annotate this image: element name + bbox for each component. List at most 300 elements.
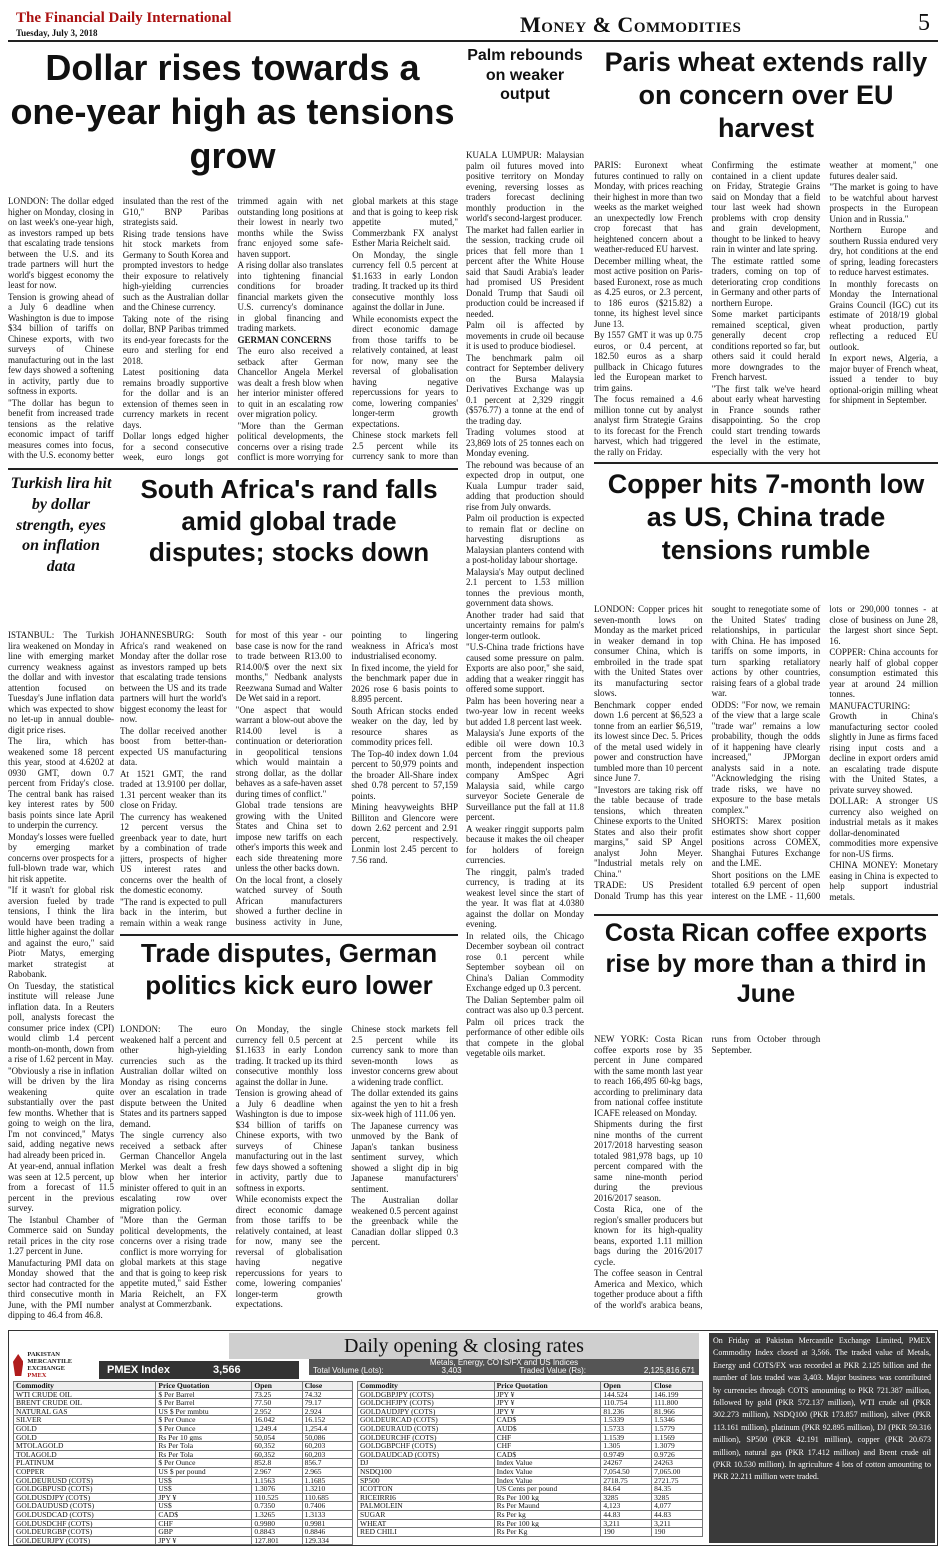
table-row xyxy=(14,1407,353,1416)
table-cell: GOLDGBPJPY (COTS) xyxy=(358,1390,495,1399)
table-row xyxy=(14,1467,353,1476)
table-cell: CHF xyxy=(494,1433,601,1442)
column-header: Close xyxy=(652,1382,703,1391)
table-cell: 3285 xyxy=(601,1493,652,1502)
table-cell: 1,249.4 xyxy=(252,1424,302,1433)
table-cell: 3,211 xyxy=(601,1519,652,1528)
column-header: Open xyxy=(601,1382,652,1391)
table-row xyxy=(358,1390,703,1399)
paragraph: "The rand is expected to pull back in the interim, but remain within a weak range for most of this year - our base case is now for the rand to trade between R13.00 to R14.00/$ over the next six months," Nedbank analysts Reezwana Sumad and Walter De Wet said in a report. xyxy=(120,630,343,928)
divider xyxy=(594,914,938,916)
table-cell: 84.64 xyxy=(601,1485,652,1494)
table-cell: 110.525 xyxy=(252,1493,302,1502)
table-cell: CHF xyxy=(494,1442,601,1451)
paragraph: Latest positioning data remains broadly supportive for the dollar and is an extension of themes seen in currency markets in recent days. xyxy=(122,367,229,430)
rates-table-right xyxy=(357,1381,703,1537)
article-rand-body xyxy=(120,630,458,930)
table-row xyxy=(14,1424,353,1433)
paragraph: At year-end, annual inflation was seen at 12.5 percent, up from a forecast of 11.5 percent in the previous survey. xyxy=(8,1161,114,1213)
paragraph: Taking note of the rising dollar, BNP Paribas trimmed its end-year forecasts for the euro and sterling for end 2018. xyxy=(122,313,229,366)
table-cell: 2718.75 xyxy=(601,1476,652,1485)
paragraph: LONDON: The dollar edged higher on Monday, closing in on last week's one-year high, as investors ramped up bets that escalating trade tensions between the U.S. and its trade partners will hurt the world's biggest economy the least for now. xyxy=(8,196,114,290)
table-cell: SUGAR xyxy=(358,1510,495,1519)
table-cell: 144.524 xyxy=(601,1390,652,1399)
table-cell: $ Per Barrel xyxy=(156,1399,252,1408)
table-cell: 110.754 xyxy=(601,1399,652,1408)
table-row xyxy=(14,1442,353,1451)
paragraph: Dollar longs edged higher for a second consecutive week, euro longs got trimmed again with net outstanding long positions at their lowest in nearly two months while the Swiss franc enjoyed some safe-haven support. xyxy=(122,196,344,462)
table-cell: RICEIRRI6 xyxy=(358,1493,495,1502)
table-cell: $ Per Ounce xyxy=(156,1416,252,1425)
traded-value-value: 2,125,816,671 xyxy=(643,1366,695,1375)
table-cell: COPPER xyxy=(14,1467,156,1476)
paragraph: Palm oil production is expected to remain flat or decline on harvesting disruptions as Malaysian planters contend with a post-holiday labour shortage. xyxy=(466,513,584,565)
table-cell: Index Value xyxy=(494,1467,601,1476)
table-cell: 16.152 xyxy=(302,1416,352,1425)
paragraph: PARIS: Euronext wheat futures continued to rally on Monday, with prices reaching their highest in more than two weeks as the market weighed an unexpectedly low French crop forecast that has heightened concern about a weather-reduced EU harvest. xyxy=(594,160,703,254)
paragraph: The euro also received a setback after German Chancellor Angela Merkel was dealt a fresh blow when her interior minister offered to quit in an escalating row over migration policy. xyxy=(237,346,344,419)
paragraph: LONDON: Copper prices hit seven-month lows on Monday as the market priced in weaker demand in top consumer China, which is embroiled in the trade spat with the United States over its manufacturing sector slows. xyxy=(594,604,703,698)
table-row xyxy=(14,1416,353,1425)
table-row xyxy=(14,1476,353,1485)
table-cell: Rs Per Kg xyxy=(494,1528,601,1537)
table-cell: JPY ¥ xyxy=(494,1407,601,1416)
table-row xyxy=(14,1528,353,1537)
article-euro-headline: Trade disputes, German politics kick euro lower xyxy=(140,938,438,1000)
table-cell: US$ xyxy=(156,1485,252,1494)
volume-box xyxy=(309,1359,699,1375)
table-cell: 79.17 xyxy=(302,1399,352,1408)
paragraph: Chinese stock markets fell 2.5 percent while its currency sank to more than seven-month lows as investor concerns grew about a widening trade conflict. xyxy=(351,1024,458,1087)
table-cell: RED CHILI xyxy=(358,1528,495,1537)
table-cell: 2721.75 xyxy=(652,1476,703,1485)
paragraph: Palm has been hovering near a two-year low in recent weeks but added 1.8 percent last week. xyxy=(466,695,584,727)
paragraph: "U.S-China trade frictions have caused some pressure on palm. Exports are also poor," she said, adding that a weaker ringgit has offered some support. xyxy=(466,642,584,694)
table-cell: $ Per Barrel xyxy=(156,1390,252,1399)
article-copper-headline: Copper hits 7-month low as US, China trade tensions rumble xyxy=(607,469,925,565)
table-cell: US $ Per mmbtu xyxy=(156,1407,252,1416)
section-title: Money & Commodities xyxy=(520,12,742,37)
paragraph: The Dalian September palm oil contract was also up 0.3 percent. xyxy=(466,994,584,1015)
table-cell: US Cents per pound xyxy=(494,1485,601,1494)
paragraph: At 1521 GMT, the rand traded at 13.9100 per dollar, 1.31 percent weaker than its close on Friday. xyxy=(120,768,227,810)
table-cell: SILVER xyxy=(14,1416,156,1425)
paragraph: The Top-40 index down 1.04 percent to 50,979 points and the broader All-Share index shed 0.78 percent to 57,159 points. xyxy=(351,748,458,801)
divider xyxy=(8,468,458,470)
table-cell: 1.5779 xyxy=(652,1424,703,1433)
table-row xyxy=(14,1519,353,1528)
paragraph: The Istanbul Chamber of Commerce said on Sunday retail prices in the city rose 1.27 percent in June. xyxy=(8,1214,114,1256)
table-cell: 0.9726 xyxy=(652,1450,703,1459)
table-cell: 4,123 xyxy=(601,1502,652,1511)
table-cell: 110.685 xyxy=(302,1493,352,1502)
table-cell: 0.9980 xyxy=(252,1519,302,1528)
table-cell: GOLDGBPCHF (COTS) xyxy=(358,1442,495,1451)
paragraph: Tension is growing ahead of a July 6 deadline when Washington is due to impose $34 billion of tariffs on Chinese exports, with two surveys of Chinese manufacturing out in the last few days showed a softening in activity, partly due to softness in exports. xyxy=(235,1088,343,1193)
table-cell: 44.83 xyxy=(652,1510,703,1519)
table-cell: WTI CRUDE OIL xyxy=(14,1390,156,1399)
newspaper-name: The Financial Daily International xyxy=(16,10,232,26)
table-row xyxy=(358,1450,703,1459)
paragraph: Mining heavyweights BHP Billiton and Glencore were down 2.62 percent and 2.91 percent, respectively. Lonmin lost 2.45 percent to 7.56 rand. xyxy=(351,802,458,865)
table-cell: 1.1685 xyxy=(302,1476,352,1485)
page-number: 5 xyxy=(918,10,930,36)
article-palm-headline: Palm rebounds on weaker output xyxy=(467,47,583,104)
table-cell: NATURAL GAS xyxy=(14,1407,156,1416)
table-cell: JPY ¥ xyxy=(494,1399,601,1408)
table-cell: 1.3133 xyxy=(302,1510,352,1519)
table-row xyxy=(14,1399,353,1408)
paragraph: The lira, which has weakened some 18 percent this year, stood at 4.6202 at 0930 GMT, down 0.7 percent from Friday's close. The central bank has raised key interest rates by 500 basis points since late April to underpin the currency. xyxy=(8,736,114,830)
table-cell: 81.966 xyxy=(652,1407,703,1416)
table-row xyxy=(358,1459,703,1468)
pmex-logo-text: PAKISTAN MERCANTILE EXCHANGE xyxy=(27,1351,73,1372)
table-cell: PLATINUM xyxy=(14,1459,156,1468)
table-cell: Rs Per 100 kg xyxy=(494,1493,601,1502)
paragraph: Manufacturing PMI data on Monday showed that the sector had contracted for the third consecutive month in June, with the PMI number dipping to 46.4 from 46.8. xyxy=(8,1257,114,1320)
table-row xyxy=(358,1485,703,1494)
table-cell: DJ xyxy=(358,1459,495,1468)
table-cell: GOLDUSDCAD (COTS) xyxy=(14,1510,156,1519)
article-dollar-body xyxy=(8,196,458,464)
paragraph: Global trade tensions are growing with the United States and China set to impose new tariffs on each other's imports this week and each side threatening more unless the other backs down. xyxy=(235,800,343,873)
table-cell: 50,086 xyxy=(302,1433,352,1442)
paragraph: "More than the German political developments, the concerns over a rising trade conflict is more worrying for global markets at this stage and that is going to keep risk appetite muted," Commerzbank FX analyst Esther Maria Reichelt said. xyxy=(237,196,458,462)
table-cell: GBP xyxy=(156,1528,252,1537)
table-cell: JPY ¥ xyxy=(494,1390,601,1399)
table-cell: 3285 xyxy=(652,1493,703,1502)
table-cell: BRENT CRUDE OIL xyxy=(14,1399,156,1408)
paragraph: ODDS: "For now, we remain of the view that a large scale "trade war" remains a low probability, though the odds of it happening have clearly increased," JPMorgan analysts said in a note. "Acknowledging the rising trade risks, we have no exposure to the base metals complex." xyxy=(711,699,821,815)
paragraph: Malaysia's May output declined 2.1 percent to 1.53 million tonnes the previous month, government data shows. xyxy=(466,566,584,608)
table-cell: GOLDEURGBP (COTS) xyxy=(14,1528,156,1537)
paragraph: On Monday, the single currency fell 0.5 percent at $1.1633 in early London trading. It tracked up its third consecutive monthly loss against the dollar in June. xyxy=(235,1024,343,1087)
table-row xyxy=(358,1528,703,1537)
table-row xyxy=(358,1493,703,1502)
table-cell: GOLDEURCHF (COTS) xyxy=(358,1433,495,1442)
table-cell: GOLDEURUSD (COTS) xyxy=(14,1476,156,1485)
divider xyxy=(594,462,938,464)
table-cell: GOLDUSDJPY (COTS) xyxy=(14,1493,156,1502)
table-row xyxy=(358,1424,703,1433)
table-cell: GOLDAUDCAD (COTS) xyxy=(358,1450,495,1459)
table-row xyxy=(358,1416,703,1425)
paragraph: Rising trade tensions have hit stock markets from Germany to South Korea and prompted investors to hedge their exposure to relatively high-yielding currencies such as the Australian dollar and the Chinese currency. xyxy=(122,228,229,312)
table-row xyxy=(14,1433,353,1442)
paragraph: Costa Rica, one of the region's smaller producers but known for its high-quality beans, exported 1.11 million bags during the 2016/2017 cycle. xyxy=(594,1204,703,1267)
table-cell: 2.965 xyxy=(302,1467,352,1476)
paragraph: "More than the German political developments, the concerns over a rising trade conflict is more worrying for global markets at this stage and that is going to keep risk appetite muted," said Esther Maria Reichelt, an FX analyst at Commerzbank. xyxy=(120,1215,227,1309)
table-cell: GOLDAUDUSD (COTS) xyxy=(14,1502,156,1511)
paragraph: Monday's losses were fuelled by emerging market concerns over prospects for a full-blown trade war, which hit risk appetite. xyxy=(8,831,114,884)
paragraph: A rising dollar also translates into tightening financial conditions for broader financial markets given the U.S. currency's dominance in global financing and trading markets. xyxy=(237,260,344,333)
table-row xyxy=(358,1476,703,1485)
column-header: Price Quotation xyxy=(156,1382,252,1391)
paragraph: While economists expect the direct economic damage from those tariffs to be relatively contained, at least for now, many see the reversal of globalisation having negative repercussions for years to come, lowering companies' longer-term growth expectations. xyxy=(352,313,458,429)
rates-title: Daily opening & closing rates xyxy=(229,1333,699,1359)
paragraph: LONDON: The euro weakened half a percent and other high-yielding currencies such as the Australian dollar wilted on Monday as rising concerns over an escalation in trade dispute between the United States and its partners sapped demand. xyxy=(120,1024,227,1129)
pmex-index-box xyxy=(99,1361,299,1379)
table-cell: Rs Per Tola xyxy=(156,1442,252,1451)
table-cell: 129.334 xyxy=(302,1536,352,1545)
table-row xyxy=(358,1433,703,1442)
paragraph: The single currency also received a setback after German Chancellor Angela Merkel was dealt a fresh blow when her interior minister offered to quit in an escalating row over migration policy. xyxy=(120,1130,227,1214)
table-row xyxy=(358,1399,703,1408)
table-cell: 0.8846 xyxy=(302,1528,352,1537)
paragraph: The benchmark palm oil contract for September delivery on the Bursa Malaysia Derivatives Exchange was up 0.1 percent at 2,329 ringgit ($576.77) a tonne at the end of the trading day. xyxy=(466,352,584,426)
paragraph: "The dollar has begun to benefit from increased trade tensions as the relative economic impact of tariff measures comes into focus, with the U.S. economy better insulated than the rest of the G10," BNP Paribas strategists said. xyxy=(8,196,229,460)
article-lira-headline: Turkish lira hit by dollar strength, eyes on inflation data xyxy=(10,475,112,576)
issue-date: Tuesday, July 3, 2018 xyxy=(16,28,98,38)
paragraph: MANUFACTURING: Growth in China's manufacturing sector cooled slightly in June as firms faced rising input costs and a decline in export orders amid an escalating trade dispute with the United States, a private survey showed. xyxy=(829,700,938,795)
table-row xyxy=(358,1442,703,1451)
table-cell: 111.800 xyxy=(652,1399,703,1408)
table-cell: 60,352 xyxy=(252,1442,302,1451)
table-cell: 84.35 xyxy=(652,1485,703,1494)
table-cell: 7,054.50 xyxy=(601,1467,652,1476)
paragraph: In related oils, the Chicago December soybean oil contract rose 0.1 percent while September soybean oil on China's Dalian Commodity Exchange edged up 0.3 percent. xyxy=(466,930,584,993)
table-cell: 44.83 xyxy=(601,1510,652,1519)
table-cell: 1.3210 xyxy=(302,1485,352,1494)
paragraph: While economists expect the direct economic damage from those tariffs to be relatively contained, at least for now, many see the reversal of globalisation having negative repercussions for years to come, lowering companies' longer-term growth expectations. xyxy=(235,1194,343,1309)
paragraph: In monthly forecasts on Monday the International Grains Council (IGC) cut its estimate of 2018/19 global wheat production, partly reflecting a reduced EU outlook. xyxy=(829,278,938,352)
paragraph: KUALA LUMPUR: Malaysian palm oil futures moved into positive territory on Monday evening, reversing losses as traders forecast declining monthly production in the world's second-largest producer. xyxy=(466,150,584,223)
table-cell: $ Per Ounce xyxy=(156,1424,252,1433)
table-cell: 73.25 xyxy=(252,1390,302,1399)
column-header: Open xyxy=(252,1382,302,1391)
table-cell: Index Value xyxy=(494,1476,601,1485)
table-cell: PALMOLEIN xyxy=(358,1502,495,1511)
paragraph: On the local front, a closely watched survey of South African manufacturers showed a further decline in business activity in June, pointing to lingering weakness in Africa's most industrialised economy. xyxy=(235,630,458,927)
paragraph: The focus remained a 4.6 million tonne cut by analyst analyst firm Strategie Grains to its forecast for the French harvest, which had triggered the rally on Friday. xyxy=(594,394,703,457)
table-cell: JPY ¥ xyxy=(156,1493,252,1502)
paragraph: By 1557 GMT it was up 0.75 euros, or 0.4 percent, at 182.50 euros as a sharp pullback in Chicago futures led the European market to trim gains. xyxy=(594,330,703,393)
paragraph: Chinese stock markets fell 2.5 percent while its currency sank to more than xyxy=(352,430,458,461)
article-palm-body xyxy=(466,150,584,1326)
table-row xyxy=(14,1510,353,1519)
article-coffee-body xyxy=(594,1034,938,1326)
table-cell: 60,203 xyxy=(302,1450,352,1459)
table-cell: GOLDUSDCHF (COTS) xyxy=(14,1519,156,1528)
paragraph: Shipments during the first nine months of the current 2017/2018 harvesting season totaled 981,978 bags, up 10 percent compared with the same nine-month period during the previous 2016/2017 season. xyxy=(594,1119,703,1203)
paragraph: The currency has weakened 12 percent versus the greenback year to date, hurt by a combination of trade jitters, prospects of higher US interest rates and concerns over the health of the domestic economy. xyxy=(120,811,227,895)
paragraph: The Australian dollar weakened 0.5 percent against the greenback while the Canadian dollar slipped 0.3 percent. xyxy=(351,1195,458,1247)
table-cell: 77.50 xyxy=(252,1399,302,1408)
column-header: Price Quotation xyxy=(494,1382,601,1391)
table-cell: WHEAT xyxy=(358,1519,495,1528)
paragraph: Palm oil prices track the performance of other edible oils that compete in the global vegetable oils market. xyxy=(466,1016,584,1058)
paragraph: "One aspect that would warrant a blow-out above the R14.00 level is a continuation or deterioration in geopolitical tensions which would maintain a strong dollar, as the dollar behaves as a safe-haven asset during times of conflict." xyxy=(235,704,343,799)
table-cell: 24267 xyxy=(601,1459,652,1468)
divider xyxy=(120,934,458,936)
volume-heading: Metals, Energy, COTS/FX and US Indices xyxy=(429,1358,579,1367)
table-cell: AUD$ xyxy=(494,1424,601,1433)
paragraph: Some market participants remained sceptical, given generally decent crop conditions reported so far, but others said it could herald more downgrades to the French harvest. xyxy=(711,309,821,382)
table-cell: 2.967 xyxy=(252,1467,302,1476)
table-cell: 0.9981 xyxy=(302,1519,352,1528)
rates-table-left xyxy=(13,1381,353,1545)
table-cell: CAD$ xyxy=(156,1510,252,1519)
table-cell: 0.9749 xyxy=(601,1450,652,1459)
pmex-index-label: PMEX Index xyxy=(107,1364,170,1376)
table-cell: Rs Per Maund xyxy=(494,1502,601,1511)
paragraph: In export news, Algeria, a major buyer of French wheat, issued a tender to buy optional-origin milling wheat for shipment in September. xyxy=(829,353,938,405)
paragraph: South African stocks ended weaker on the day, led by resource shares as commodity prices fell. xyxy=(351,705,458,747)
article-wheat-headline: Paris wheat extends rally on concern over EU harvest xyxy=(604,47,928,143)
table-cell: 1.3265 xyxy=(252,1510,302,1519)
paragraph: A weaker ringgit supports palm because it makes the oil cheaper for holders of foreign currencies. xyxy=(466,823,584,865)
table-cell: 60,203 xyxy=(302,1442,352,1451)
table-cell: GOLDAUDJPY (COTS) xyxy=(358,1407,495,1416)
table-cell: 1.1569 xyxy=(652,1433,703,1442)
table-cell: 1.1539 xyxy=(601,1433,652,1442)
paragraph: TRADE: US President Donald Trump has this year sought to renegotiate some of the United States' trading relationships, in particular with China. He has imposed tariffs on some imports, in turn sparking retaliatory actions by other countries, raising fears of a global trade war. xyxy=(594,604,821,901)
article-dollar-headline: Dollar rises towards a one-year high as tensions grow xyxy=(10,47,455,176)
paragraph: On Tuesday, the statistical institute will release June inflation data. In a Reuters poll, analysts forecast the consumer price index (CPI) would climb 1.4 percent month-on-month, down from a rise of 1.62 percent in May. xyxy=(8,980,114,1064)
table-cell: CHF xyxy=(156,1519,252,1528)
table-cell: 1.3079 xyxy=(652,1442,703,1451)
table-cell: Rs Per 100 kg xyxy=(494,1519,601,1528)
table-cell: 190 xyxy=(601,1528,652,1537)
article-rand-headline: South Africa's rand falls amid global trade disputes; stocks down xyxy=(140,474,438,568)
column-header: Close xyxy=(302,1382,352,1391)
paragraph: COPPER: China accounts for nearly half of global copper consumption estimated this year at around 24 million tonnes. xyxy=(829,647,938,699)
paragraph: "If it wasn't for global risk aversion fueled by trade tensions, I think the lira would have been trading a little higher against the dollar and against the euro," said Piotr Matys, emerging market strategist at Rabobank. xyxy=(8,885,114,979)
paragraph: NEW YORK: Costa Rican coffee exports rose by 35 percent in June compared with the same month last year to reach 166,495 60-kg bags, according to preliminary data from national coffee institute ICAFE released on Monday. xyxy=(594,1034,703,1118)
table-cell: 1.1563 xyxy=(252,1476,302,1485)
article-coffee-headline: Costa Rican coffee exports rise by more than a third in June xyxy=(604,919,928,1008)
table-row xyxy=(14,1459,353,1468)
table-cell: 7,065.00 xyxy=(652,1467,703,1476)
table-cell: SP500 xyxy=(358,1476,495,1485)
paragraph: The ringgit, palm's traded currency, is trading at its weakest level since the start of the year. It was flat at 4.0380 against the dollar on Monday evening. xyxy=(466,866,584,929)
paragraph: "The market is going to have to be watchful about harvest prospects in the European Union and in Russia." xyxy=(829,182,938,224)
table-row xyxy=(358,1519,703,1528)
paragraph: Another trader had said that uncertainty remains for palm's longer-term outlook. xyxy=(466,609,584,641)
table-row xyxy=(358,1467,703,1476)
table-cell: 60,352 xyxy=(252,1450,302,1459)
paragraph: CHINA MONEY: Monetary easing in China is expected to help support industrial metals. xyxy=(829,860,938,902)
table-cell: 1.5346 xyxy=(652,1416,703,1425)
table-cell: 16.042 xyxy=(252,1416,302,1425)
table-cell: Index Value xyxy=(494,1459,601,1468)
table-cell: 0.7406 xyxy=(302,1502,352,1511)
table-cell: 1.5733 xyxy=(601,1424,652,1433)
table-cell: US $ per pound xyxy=(156,1467,252,1476)
paragraph: The dollar received another boost from better-than-expected US manufacturing data. xyxy=(120,725,227,767)
table-cell: US$ xyxy=(156,1476,252,1485)
paragraph: Benchmark copper ended down 1.6 percent at $6,523 a tonne from an earlier $6,519, its lowest since Dec. 5. Prices of the metal used widely in power and construction have tumbled more than 10 percent since June 7. xyxy=(594,699,703,783)
table-row xyxy=(14,1450,353,1459)
table-cell: Rs Per 10 gms xyxy=(156,1433,252,1442)
table-cell: MTOLAGOLD xyxy=(14,1442,156,1451)
table-cell: GOLDCHFJPY (COTS) xyxy=(358,1399,495,1408)
table-cell: 1.3076 xyxy=(252,1485,302,1494)
table-cell: 856.7 xyxy=(302,1459,352,1468)
table-cell: GOLDEURAUD (COTS) xyxy=(358,1424,495,1433)
table-cell: GOLD xyxy=(14,1424,156,1433)
paragraph: The coffee season in Central America and Mexico, which together produce about a fifth of the world's arabica beans, runs from October through September. xyxy=(594,1034,821,1310)
table-cell: 127.801 xyxy=(252,1536,302,1545)
table-cell: GOLD xyxy=(14,1433,156,1442)
table-cell: 74.32 xyxy=(302,1390,352,1399)
paragraph: Trading volumes stood at 23,869 lots of 25 tonnes each on Monday evening. xyxy=(466,427,584,458)
table-cell: 1.5339 xyxy=(601,1416,652,1425)
table-cell: 4,077 xyxy=(652,1502,703,1511)
article-lira-body xyxy=(8,630,114,1326)
table-cell: 3,211 xyxy=(652,1519,703,1528)
table-cell: GOLDEURCAD (COTS) xyxy=(358,1416,495,1425)
paragraph: The estimate rattled some traders, coming on top of deteriorating crop conditions in Germany and other parts of northern Europe. xyxy=(711,255,821,308)
paragraph: Tension is growing ahead of a July 6 deadline when Washington is due to impose $34 billion of tariffs on Chinese exports, with two surveys of Chinese manufacturing out in the last few days showed a softening in activity, partly due to softness in exports. xyxy=(8,291,114,396)
table-row xyxy=(14,1536,353,1545)
table-cell: 24263 xyxy=(652,1459,703,1468)
pmex-rates-panel xyxy=(8,1330,938,1546)
table-row xyxy=(358,1502,703,1511)
table-row xyxy=(358,1407,703,1416)
paragraph: Northern Europe and southern Russia endured very dry, hot conditions at the end of spring, leading forecasters to reduce harvest estimates. xyxy=(829,225,938,277)
table-cell: 190 xyxy=(652,1528,703,1537)
table-cell: 0.7350 xyxy=(252,1502,302,1511)
paragraph: "Obviously a rise in inflation will be driven by the lira weakening quite substantially over the past few months. Whether that is going to weigh on the lira, I'm not convinced," Matys said, adding negative news had already been priced in. xyxy=(8,1065,114,1160)
paragraph: GERMAN CONCERNS xyxy=(237,334,332,345)
table-row xyxy=(14,1493,353,1502)
traded-value-label: Traded Value (Rs): xyxy=(519,1366,587,1375)
pmex-logo-icon xyxy=(13,1354,23,1376)
table-cell: CAD$ xyxy=(494,1450,601,1459)
paragraph: Malaysia's June exports of the edible oil were down 10.3 percent from the previous month, independent inspection company AmSpec Agri Malaysia said, while cargo surveyor Societe Generale de Surveillance put the fall at 11.8 percent. xyxy=(466,728,584,822)
table-cell: $ Per Ounce xyxy=(156,1459,252,1468)
paragraph: "Investors are taking risk off the table because of trade tensions, which threaten Chinese exports to the United States and also their profit margins," said SP Angel analyst John Meyer. "Industrial metals rely on China." xyxy=(594,784,703,879)
paragraph: The rebound was because of an expected drop in output, one Kuala Lumpur trader said, adding that production should rise from July onwards. xyxy=(466,459,584,512)
paragraph: In fixed income, the yield for the benchmark paper due in 2026 rose 6 basis points to 8.895 percent. xyxy=(351,662,458,704)
paragraph: Confirming the estimate contained in a client update on Friday, Strategie Grains said on Monday that a field tour last week had shown problems with crop density and grain development, thought to be linked to heavy rain in winter and late spring. xyxy=(711,160,821,254)
page-header xyxy=(8,6,938,42)
table-cell: Rs Per Tola xyxy=(156,1450,252,1459)
paragraph: "The first talk we've heard about early wheat harvesting in France sounds rather disappointing. So the crop could start trending towards the level in the estimate, especially with the very hot weather at moment," one futures dealer said. xyxy=(711,160,938,457)
table-cell: ICOTTON xyxy=(358,1485,495,1494)
pmex-logo-short: PMEX xyxy=(27,1372,47,1379)
table-cell: JPY ¥ xyxy=(156,1536,252,1545)
table-cell: TOLAGOLD xyxy=(14,1450,156,1459)
table-cell: NSDQ100 xyxy=(358,1467,495,1476)
paragraph: SHORTS: Marex position estimates show short copper positions across COMEX, Shanghai Futures Exchange and the LME. xyxy=(711,816,821,868)
total-volume-label: Total Volume (Lots): xyxy=(313,1366,384,1375)
table-cell: CAD$ xyxy=(494,1416,601,1425)
column-header: Commodity xyxy=(14,1382,156,1391)
table-cell: 2.952 xyxy=(252,1407,302,1416)
table-cell: GOLDGBPUSD (COTS) xyxy=(14,1485,156,1494)
article-euro-body xyxy=(120,1024,458,1324)
total-volume-value: 3,403 xyxy=(441,1366,462,1375)
table-row xyxy=(14,1502,353,1511)
paragraph: The market had fallen earlier in the session, tracking crude oil prices that fell more than 1 percent after the White House said that Saudi Arabia's leader had promised US President Donald Trump that Saudi oil production could be increased if needed. xyxy=(466,224,584,319)
table-cell: 0.8843 xyxy=(252,1528,302,1537)
article-wheat-body xyxy=(594,160,938,460)
table-cell: GOLDEURJPY (COTS) xyxy=(14,1536,156,1545)
paragraph: Palm oil is affected by movements in crude oil because it is used to produce biodiesel. xyxy=(466,320,584,351)
pmex-index-value: 3,566 xyxy=(213,1364,241,1376)
table-cell: 2.924 xyxy=(302,1407,352,1416)
table-cell: 146.199 xyxy=(652,1390,703,1399)
paragraph: Short positions on the LME totalled 6.9 percent of open interest on the LME - 11,600 lots or 290,000 tonnes - at close of business on June 28, the largest short since Sept. 16. xyxy=(711,604,938,901)
table-row xyxy=(358,1510,703,1519)
table-cell: 1.305 xyxy=(601,1442,652,1451)
pmex-summary: On Friday at Pakistan Mercantile Exchange Limited, PMEX Commodity Index closed at 3,566. The traded value of Metals, Energy and COTS/FX was recorded at PKR 2.125 billion and the number of lots traded was 3,403. Major business was contributed by currencies through COTS amounting to PKR 721.387 million, followed by gold (PKR 572.137 million), WTI crude oil (PKR 302.273 million), NSDQ100 (PKR 173.857 million), silver (PKR 113.161 million), platinum (PKR 92.895 million), DJ (PKR 59.316 million), SP500 (PKR 42.191 million), copper (PKR 20.673 million), natural gas (PKR 17.412 million) and Brent crude oil (PKR 10.530 million). In agriculture 4 lots of cotton amounting to PKR 22.211 million were traded. xyxy=(709,1333,935,1543)
column-header: Commodity xyxy=(358,1382,495,1391)
paragraph: ISTANBUL: The Turkish lira weakened on Monday in line with emerging market currency weakness against the dollar and with investor attention focused on Tuesday's June inflation data which was expected to show no let-up in annual double-digit price rises. xyxy=(8,630,114,735)
paragraph: JOHANNESBURG: South Africa's rand weakened on Monday after the dollar rose as investors ramped up bets that escalating trade tensions between the US and its trade partners will hurt the world's biggest economy the least for now. xyxy=(120,630,227,724)
